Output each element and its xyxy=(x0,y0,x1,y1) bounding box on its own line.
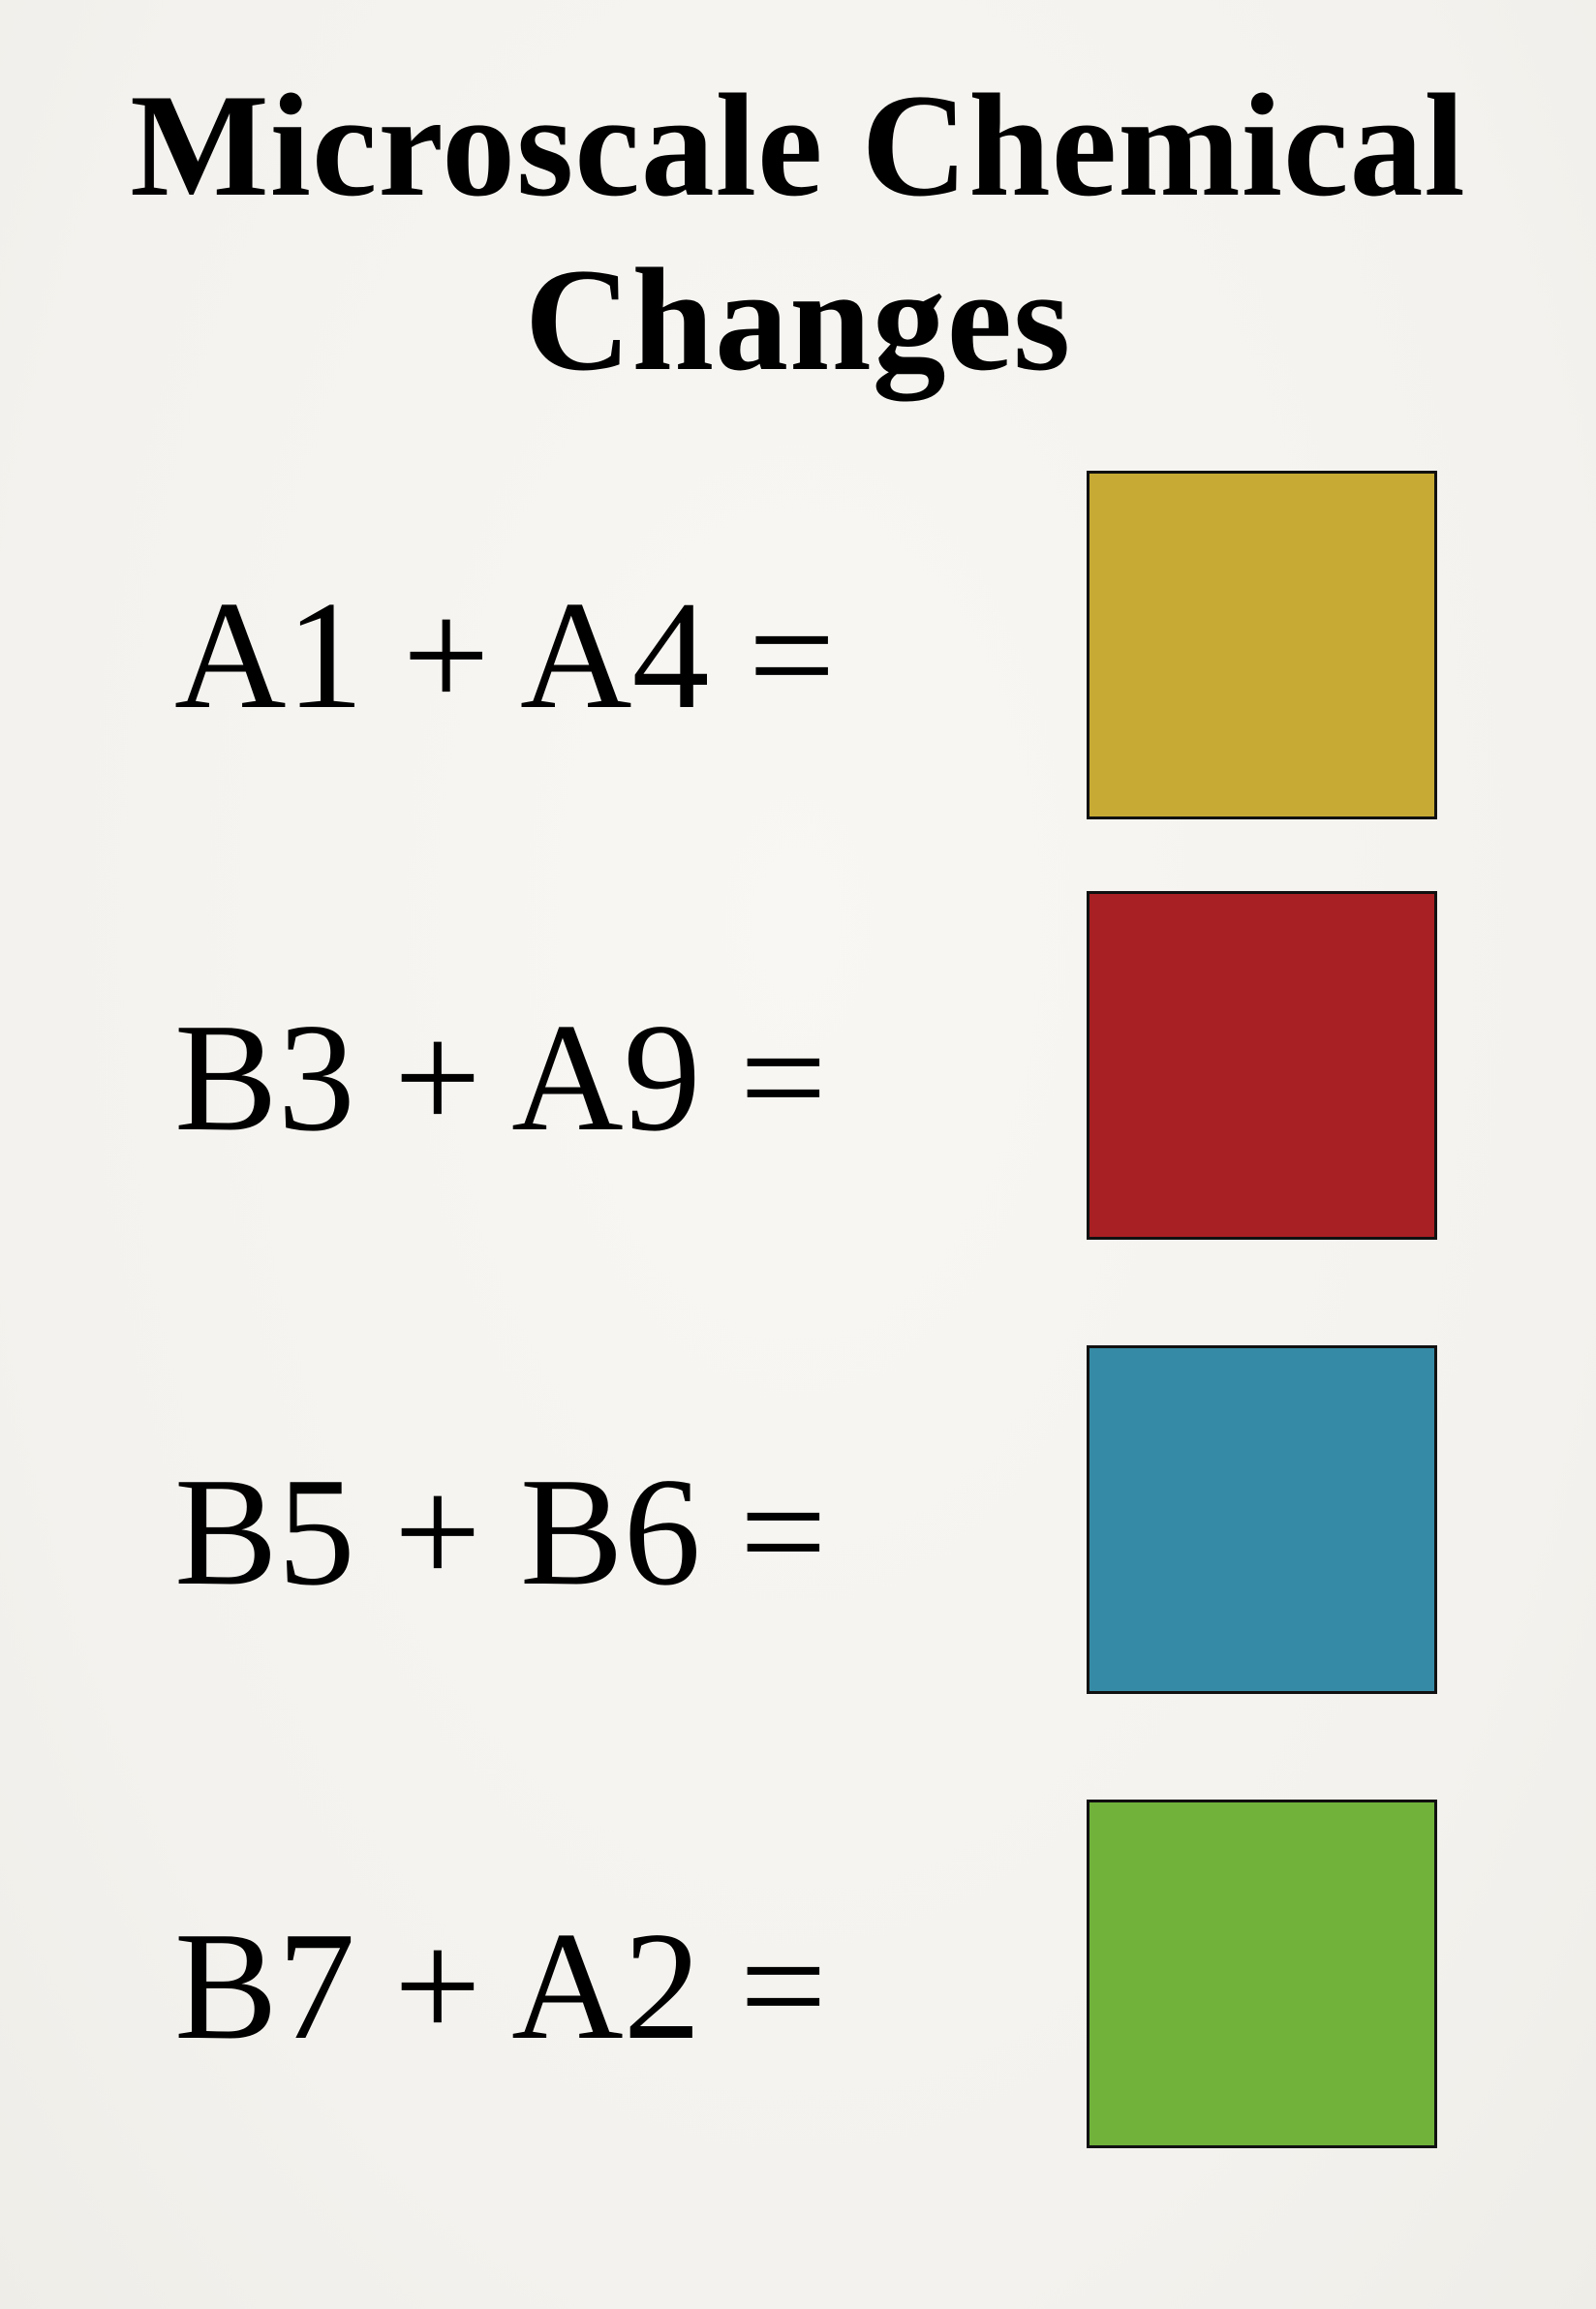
reaction-equation: B3 + A9 = xyxy=(174,991,827,1163)
reaction-equation: A1 + A4 = xyxy=(174,569,836,741)
reaction-equation: B5 + B6 = xyxy=(174,1445,827,1617)
title-line-1: Microscale Chemical xyxy=(130,64,1466,227)
reaction-equation: B7 + A2 = xyxy=(174,1899,827,2072)
result-color-swatch xyxy=(1087,471,1437,819)
result-color-swatch xyxy=(1087,891,1437,1240)
result-color-swatch xyxy=(1087,1345,1437,1694)
page-title xyxy=(0,58,1596,407)
result-color-swatch xyxy=(1087,1800,1437,2148)
title-line-2: Changes xyxy=(524,238,1072,401)
